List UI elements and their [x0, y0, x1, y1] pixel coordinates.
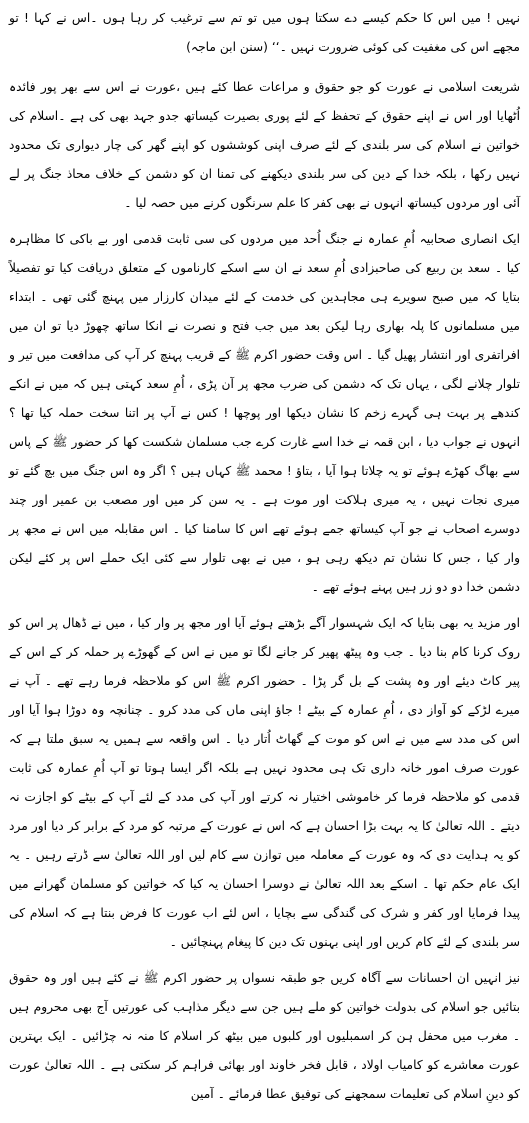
paragraph-hadith-ending: نہیں ! میں اس کا حکم کیسے دے سکتا ہوں میں تو تم سے ترغیب کر رہا ہوں ۔اس نے کہا ! تو مجھے اس کی مغفیت کی کوئی ضرورت نہیں ۔‘‘ (سنن ابن ماجہ) — [9, 11, 520, 54]
paragraph-rights-of-women: شریعت اسلامی نے عورت کو جو حقوق و مراعات عطا کئے ہیں ،عورت نے اس سے بھر پور فائدہ اُٹھایا اور اس نے اپنے حقوق کے تحفظ کے لئے پوری بصیرت کیساتھ جدو جہد بھی کی ہے ۔اسلام کی خواتین نے اسلام کی سر بلندی کے لئے صرف اپنی کوششوں کو اپنے گھر کی چار دیواری تک محدود نہیں رکھا ، بلکہ خدا کے دین کی سر بلندی دیکھنے کی تمنا ان کو دشمن کے خلاف محاذ جنگ پر لے آئی اور مردوں کیساتھ انہوں نے بھی کفر کا علم سرنگوں کرنے میں حصہ لیا ۔ — [9, 80, 520, 210]
paragraph-closing-prayer: نیز انہیں ان احسانات سے آگاہ کریں جو طبقہ نسواں پر حضور اکرم ﷺ نے کئے ہیں اور وہ حقوق بتائیں جو اسلام کی بدولت خواتین کو ملے ہیں جن سے دیگر مذاہب کی عورتیں آج بھی محروم ہیں ۔ مغرب میں محفل ہن کر اسمبلیوں اور کلبوں میں بیٹھ کر اسلام کا منہ نہ چڑائیں ۔ ایک بہترین عورت معاشرے کو کامیاب اولاد ، قابل فخر خاوند اور بھائی فراہم کر سکتی ہے ۔ اللہ تعالیٰ عورت کو دینِ اسلام کی تعلیمات سمجھنے کی توفیق عطا فرمائے ۔ آمین — [9, 971, 520, 1101]
paragraph-umm-umarah-uhud: ایک انصاری صحابیہ اُمِ عمارہ نے جنگ اُحد میں مردوں کی سی ثابت قدمی اور بے باکی کا مظاہرہ کیا ۔ سعد بن ربیع کی صاحبزادی اُمِ سعد نے ان سے اسکے کارناموں کے متعلق دریافت کیا تو تفصیلاً بتایا کہ میں صبح سویرے ہی مجاہدین کی خدمت کے لئے میدان کارزار میں پہنچ گئی تھی ۔ ابتداء میں مسلمانوں کا پلہ بھاری رہا لیکن بعد میں جب فتح و نصرت نے انکا ساتھ چھوڑ دیا تو ان میں افراتفری اور انتشار پھیل گیا ۔ اس وقت حضور اکرم ﷺ کے قریب پہنچ کر آپ کی مدافعت میں تیر و تلوار چلانے لگی ، یہاں تک کہ دشمن کی ضرب مجھ پر آن پڑی ، اُمِ سعد کہتی ہیں کہ میں نے انکے کندھے پر بہت ہی گہرے زخم کا نشان دیکھا اور پوچھا ! کس نے آپ پر اتنا سخت حملہ کیا تھا ؟ انہوں نے جواب دیا ، ابن قمہ نے خدا اسے غارت کرے جب مسلمان شکست کھا کر حضور ﷺ کے پاس سے بھاگ کھڑے ہوئے تو یہ چلاتا ہوا آیا ، بتاؤ ! محمد ﷺ کہاں ہیں ؟ اگر وہ اس جنگ میں بچ گئے تو میری نجات نہیں ، یہ میری ہلاکت اور موت ہے ۔ یہ سن کر میں اور مصعب بن عمیر اور چند دوسرے اصحاب نے جو آپ کیساتھ جمے ہوئے تھے اس کا سامنا کیا ۔ اس مقابلہ میں اس نے مجھ پر وار کیا ، جس کا نشان تم دیکھ رہی ہو ، میں نے بھی تلوار سے کئی ایک حملے اس پر کئے لیکن دشمن خدا دو دو زر ہیں پہنے ہوئے تھے ۔ — [9, 232, 520, 594]
paragraph-horseman-and-lesson: اور مزید یہ بھی بتایا کہ ایک شہسوار آگے بڑھتے ہوئے آیا اور مجھ پر وار کیا ، میں نے ڈھال پر اس کو روک کرنا کام بنا دیا ۔ جب وہ پیٹھ پھیر کر جانے لگا تو میں نے اس کے گھوڑے پر حملہ کر کے اس کے پیر کاٹ دیئے اور وہ پشت کے بل گر پڑا ۔ حضور اکرم ﷺ اس کو ملاحظہ فرما رہے تھے ۔ آپ نے میرے لڑکے کو آواز دی ، اُمِ عمارہ کے بیٹے ! جاؤ اپنی ماں کی مدد کرو ۔ چنانچہ وہ دوڑا ہوا آیا اور اس کی مدد سے میں نے اس کو موت کے گھاٹ اُتار دیا ۔ اس واقعہ سے ہمیں یہ سبق ملتا ہے کہ عورت صرف امور خانہ داری تک ہی محدود نہیں ہے بلکہ اگر ایسا ہوتا تو آپ اُمِ عمارہ کی ثابت قدمی کو ملاحظہ فرما کر خاموشی اختیار نہ کرتے اور آپ کی مدد کے لئے آپ کے بیٹے کو اجازت نہ دیتے ۔ اللہ تعالیٰ کا یہ بہت بڑا احسان ہے کہ اس نے عورت کے مرتبہ کو مرد کے برابر کر دیا اور مرد کو یہ ہدایت دی کہ وہ عورت کے معاملہ میں توازن سے کام لیں اور اللہ تعالیٰ سے ڈرتے رہیں ۔ یہ ایک عام حکم تھا ۔ اسکے بعد اللہ تعالیٰ نے دوسرا احسان یہ کیا کہ خواتین کو مسلمان گھرانے میں پیدا فرمایا اور کفر و شرک کی گندگی سے بچایا ، اس لئے اب عورت کا فرض بنتا ہے کہ اسلام کی سر بلندی کے لئے کام کریں اور اپنی بہنوں تک دین کا پیغام پہنچائیں ۔ — [9, 616, 520, 949]
